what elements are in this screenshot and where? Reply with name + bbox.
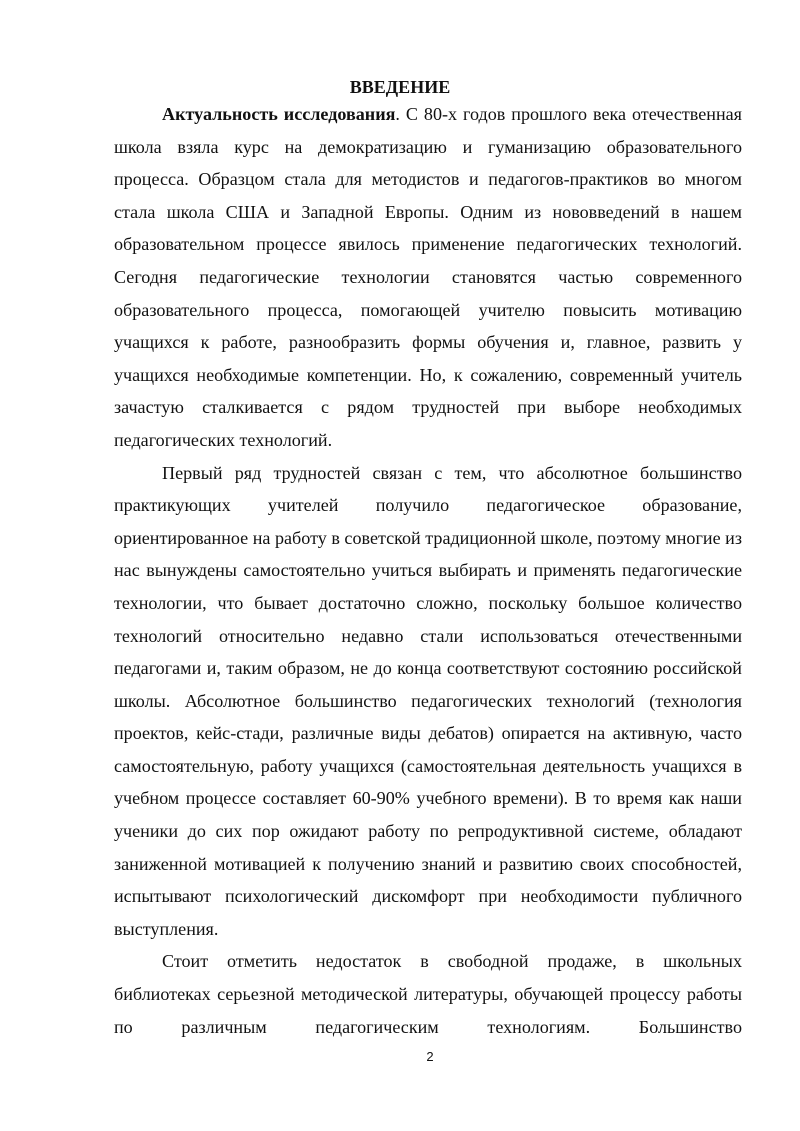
paragraph-difficulties: Первый ряд трудностей связан с тем, что абсолютное большинство практикующих учителей получило педагогическое образование, ориентированное на работу в советской традиционной школе, поэтому многие из нас вынуждены самостоятельно учиться выбирать и применять педагогические технологии, что бывает достаточно сложно, поскольку большое количество технологий относительно недавно стали использоваться отечественными педагогами и, таким образом, не до конца соответствуют состоянию российской школы. Абсолютное большинство педагогических технологий (технология проектов, кейс-стади, различные виды дебатов) опирается на активную, часто самостоятельную, работу учащихся (самостоятельная деятельность учащихся в учебном процессе составляет 60-90% учебного времени). В то время как наши ученики до сих пор ожидают работу по репродуктивной системе, обладают заниженной мотивацией к получению знаний и развитию своих способностей, испытывают психологический дискомфорт при необходимости публичного выступления. [114,462,742,939]
paragraph-lead: Актуальность исследования [162,104,396,124]
paragraph-relevance [114,98,742,457]
body-text [114,98,742,1043]
paragraph-literature: Стоит отметить недостаток в свободной продаже, в школьных библиотеках серьезной методической литературы, обучающей процессу работы по различным педагогическим технологиям. Большинство [114,951,742,1037]
page-number: 2 [426,1049,434,1064]
paragraph-text: . С 80-х годов прошлого века отечественная школа взяла курс на демократизацию и гуманизацию образовательного процесса. Образцом стала для методистов и педагогов-практиков во многом стала школа США и Западной Европы. Одним из нововведений в нашем образовательном процессе явилось применение педагогических технологий. Сегодня педагогические технологии становятся частью современного образовательного процесса, помогающей учителю повысить мотивацию учащихся к работе, разнообразить формы обучения и, главное, развить у учащихся необходимые компетенции. Но, к сожалению, современный учитель зачастую сталкивается с рядом трудностей при выборе необходимых педагогических технологий. [114,104,742,450]
section-title: ВВЕДЕНИЕ [349,77,451,97]
